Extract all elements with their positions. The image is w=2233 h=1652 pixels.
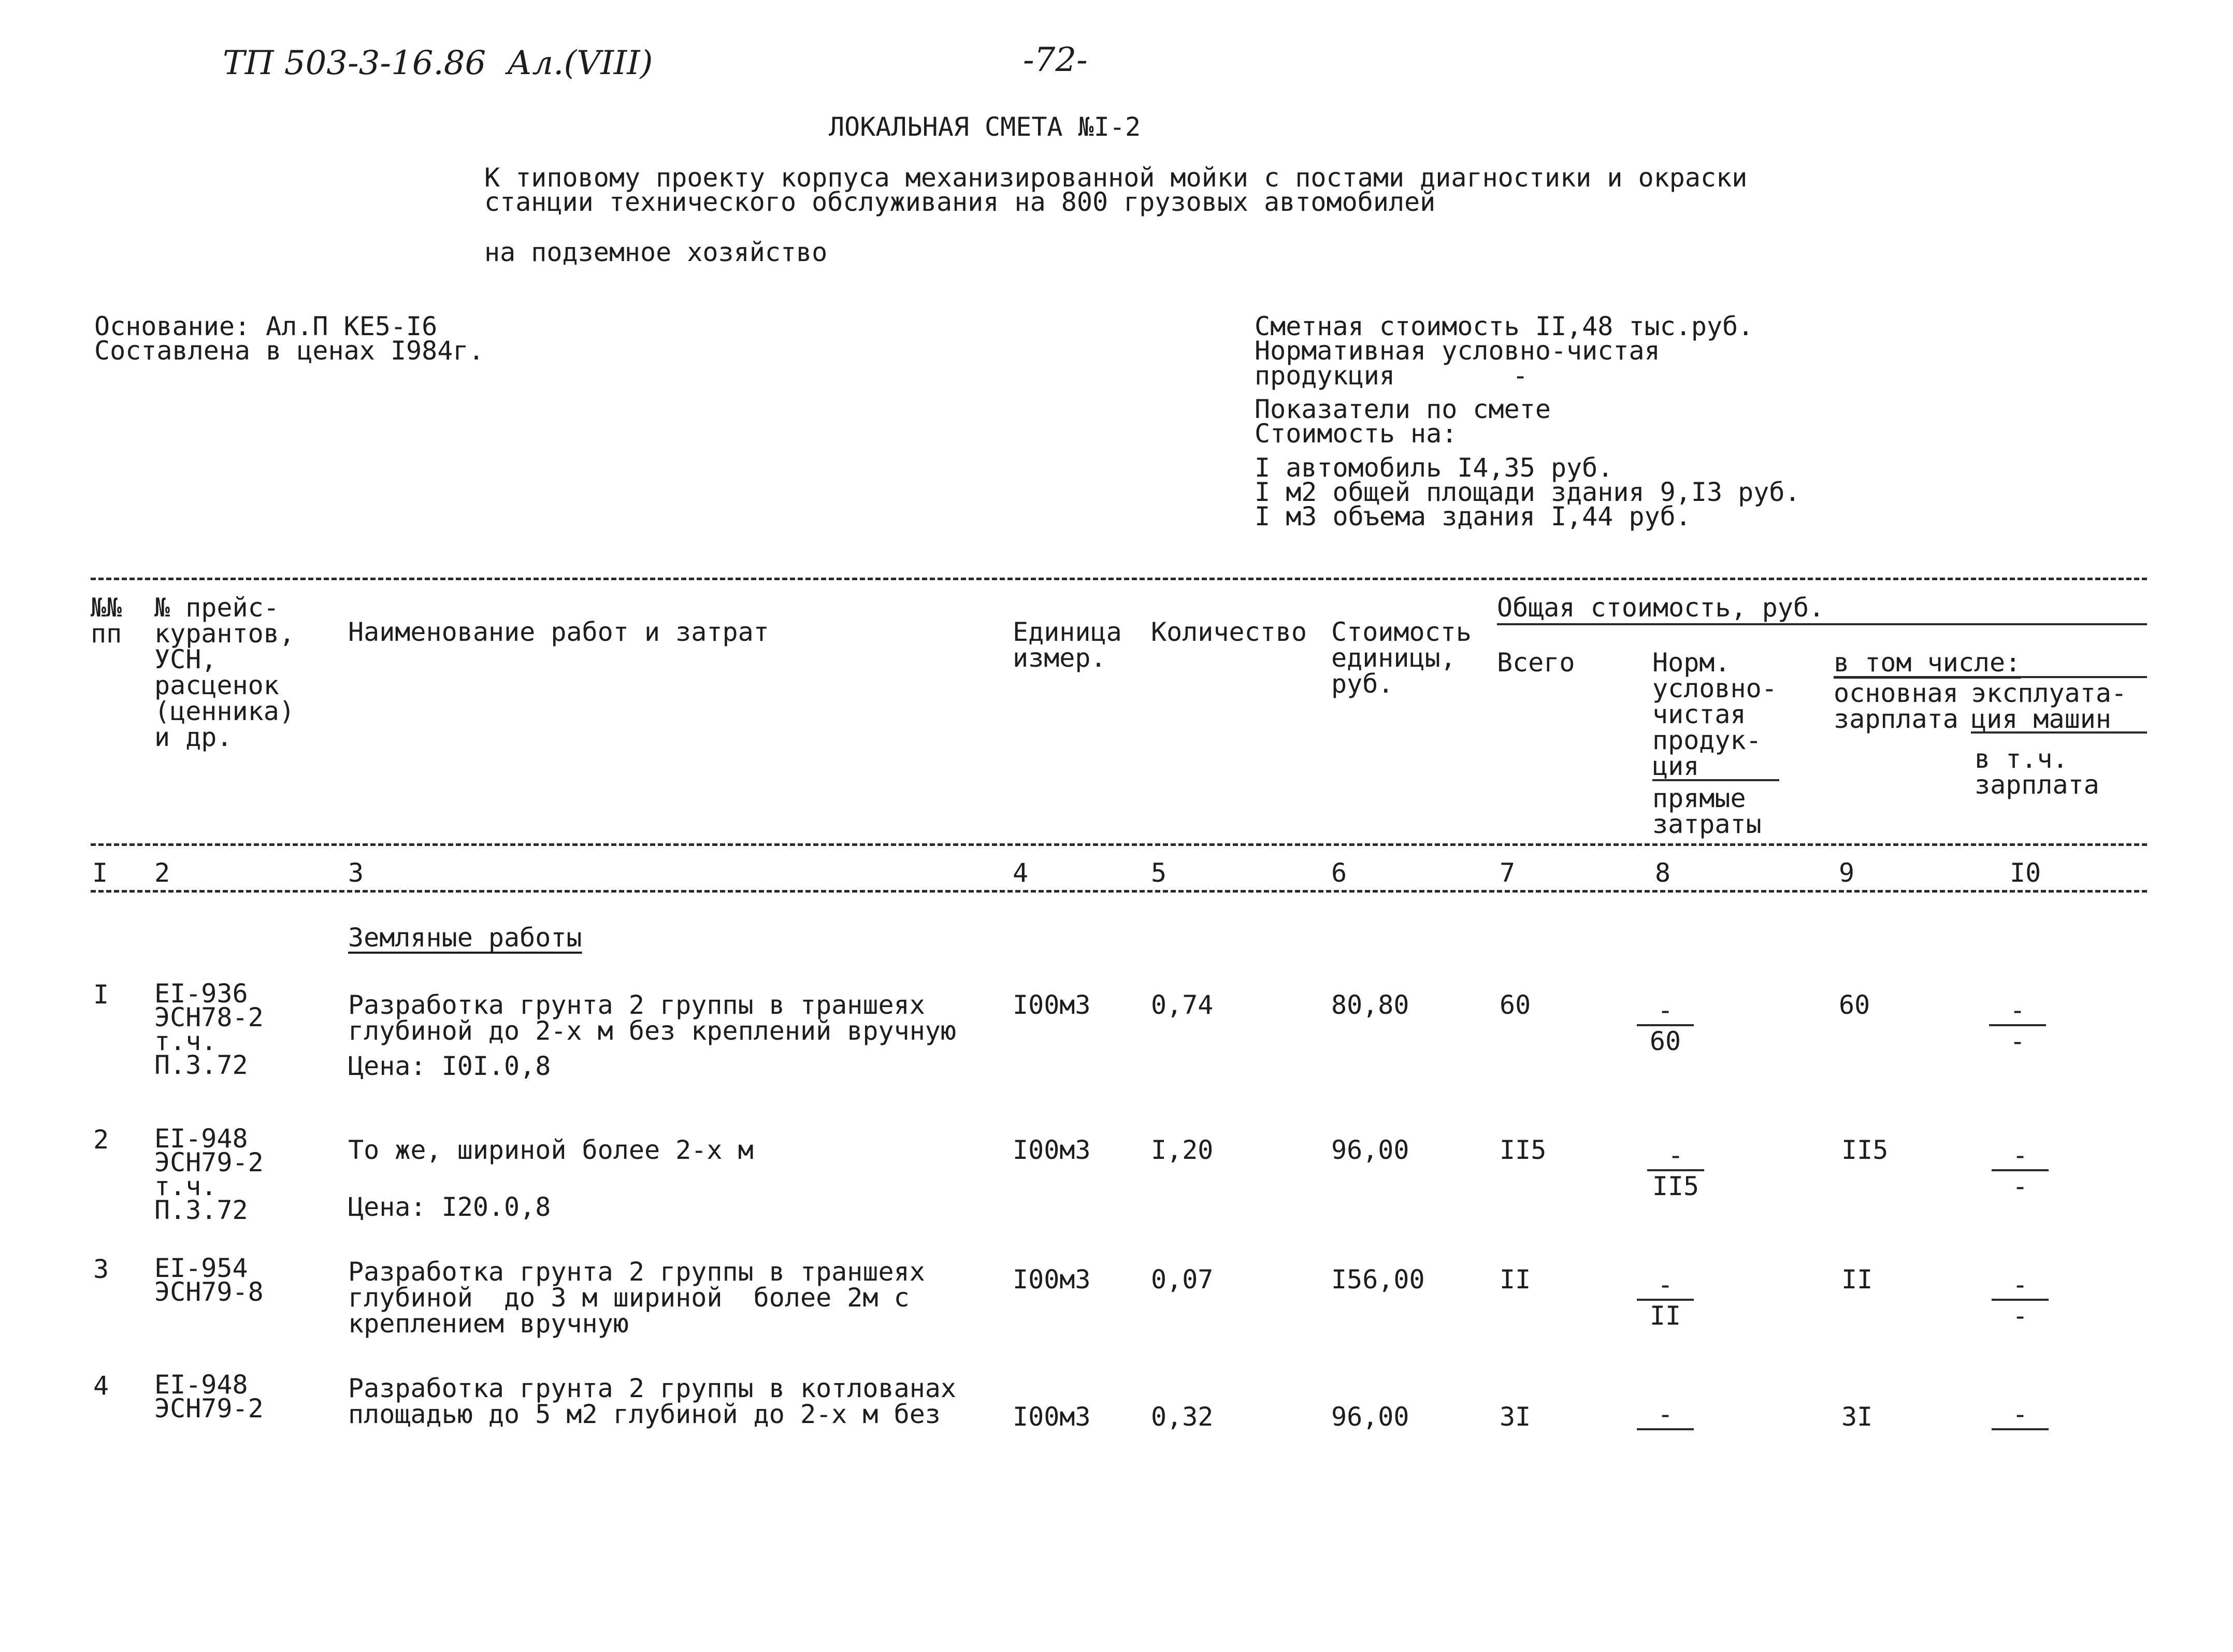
normative-line-2: продукция	[1255, 361, 1395, 391]
row-salary: 3I	[1841, 1402, 1873, 1432]
header-col-9: основная зарплата	[1834, 678, 1958, 734]
row-unit: I00м3	[1013, 990, 1091, 1020]
cost-per-car: I автомобиль I4,35 руб.	[1255, 453, 1613, 483]
row-quantity: 0,74	[1151, 990, 1214, 1020]
row-unit: I00м3	[1013, 1265, 1091, 1295]
header-col-4: Единица измер.	[1013, 617, 1122, 673]
row-name: Разработка грунта 2 группы в траншеях глубиной до 3 м шириной более 2м с креплением вручную	[348, 1257, 925, 1339]
fraction-top: -	[1637, 1401, 1694, 1430]
fraction-bottom: II	[1649, 1301, 1681, 1331]
page-number: -72-	[1023, 41, 1088, 79]
column-number: 9	[1839, 858, 1855, 888]
fraction-top: -	[1992, 1142, 2049, 1171]
header-col-7: Всего	[1497, 648, 1575, 678]
column-number: 3	[348, 858, 364, 888]
row-unit-cost: 96,00	[1331, 1135, 1409, 1165]
document-title: ЛОКАЛЬНАЯ СМЕТА №I-2	[829, 112, 1141, 142]
row-total: 60	[1500, 990, 1531, 1020]
section-title: Земляные работы	[348, 923, 582, 953]
row-name: Разработка грунта 2 группы в траншеях глубиной до 2-х м без креплений вручную	[348, 990, 956, 1046]
header-col-8-rule	[1652, 779, 1779, 781]
row-total: II	[1500, 1265, 1531, 1295]
row-salary: II	[1841, 1265, 1873, 1295]
row-number: I	[93, 980, 109, 1010]
row-price-note: Цена: I20.0,8	[348, 1192, 551, 1222]
column-number: I	[92, 858, 108, 888]
row-norm-fraction	[1637, 1272, 1694, 1329]
column-number: I0	[2010, 858, 2041, 888]
row-unit-cost: I56,00	[1331, 1265, 1425, 1295]
header-total-rule	[1497, 623, 2147, 625]
column-number: 2	[154, 858, 170, 888]
row-unit: I00м3	[1013, 1135, 1091, 1165]
header-col-5: Количество	[1151, 617, 1307, 647]
row-unit-cost: 80,80	[1331, 990, 1409, 1020]
row-machine-fraction	[1992, 1272, 2049, 1329]
header-col-6: Стоимость единицы, руб.	[1331, 617, 1472, 699]
row-norm-fraction	[1637, 1401, 1694, 1432]
header-col-8-top: Норм. условно- чистая продук- ция	[1652, 648, 1777, 781]
header-incl-group: в том числе:	[1834, 648, 2021, 678]
column-number: 4	[1013, 858, 1029, 888]
row-quantity: 0,07	[1151, 1265, 1214, 1295]
cost-per-m3: I м3 объема здания I,44 руб.	[1255, 501, 1691, 531]
fraction-top: -	[1992, 1401, 2049, 1430]
row-code: EI-948 ЭСН79-2 т.ч. П.3.72	[154, 1124, 264, 1225]
column-number: 8	[1655, 858, 1671, 888]
row-number: 2	[93, 1125, 109, 1155]
prices-year-line: Составлена в ценах I984г.	[94, 336, 484, 366]
indicators-heading: Показатели по смете	[1255, 394, 1551, 424]
row-number: 3	[93, 1254, 109, 1284]
row-machine-fraction	[1992, 1142, 2049, 1199]
fraction-bottom	[1637, 1430, 1694, 1432]
row-code: EI-936 ЭСН78-2 т.ч. П.3.72	[154, 979, 264, 1080]
header-col-10-rule	[1971, 731, 2147, 734]
header-col-10-bottom: в т.ч. зарплата	[1975, 744, 2099, 800]
fraction-bottom: -	[2012, 1301, 2028, 1331]
row-unit: I00м3	[1013, 1402, 1091, 1432]
row-total: II5	[1500, 1135, 1547, 1165]
column-number: 7	[1500, 858, 1516, 888]
fraction-top: -	[1992, 1272, 2049, 1301]
fraction-bottom: -	[2009, 1026, 2026, 1056]
row-code: EI-948 ЭСН79-2	[154, 1370, 264, 1424]
fraction-top: -	[1637, 1272, 1694, 1301]
fraction-top: -	[1647, 1142, 1704, 1171]
basis-line: Основание: Ал.П КЕ5-I6	[94, 311, 438, 341]
column-number: 6	[1331, 858, 1347, 888]
header-col-2: № прейс- курантов, УСН, расценок (ценника) и др.	[154, 593, 295, 752]
header-col-1: №№ пп	[91, 593, 122, 649]
fraction-bottom: -	[2012, 1171, 2028, 1201]
header-col-8-bottom: прямые затраты	[1652, 783, 1762, 839]
row-total: 3I	[1500, 1402, 1531, 1432]
column-number: 5	[1151, 858, 1167, 888]
row-unit-cost: 96,00	[1331, 1402, 1409, 1432]
row-number: 4	[93, 1371, 109, 1401]
header-col-10-top: эксплуата- ция машин	[1971, 678, 2127, 734]
row-name: То же, шириной более 2-х м	[348, 1135, 754, 1165]
fraction-bottom	[1992, 1430, 2049, 1432]
fraction-top: -	[1637, 997, 1694, 1026]
normative-value: -	[1512, 361, 1529, 391]
row-norm-fraction	[1637, 997, 1694, 1054]
column-number-rule	[91, 890, 2147, 893]
row-name: Разработка грунта 2 группы в котлованах площадью до 5 м2 глубиной до 2-х м без	[348, 1373, 956, 1429]
normative-line-1: Нормативная условно-чистая	[1255, 336, 1660, 366]
fraction-bottom: II5	[1652, 1171, 1699, 1201]
header-bottom-rule	[91, 843, 2147, 846]
cost-per-m2: I м2 общей площади здания 9,I3 руб.	[1255, 477, 1800, 507]
subtitle-line-2: станции технического обслуживания на 800 грузовых автомобилей	[484, 187, 1436, 217]
estimate-object: на подземное хозяйство	[484, 237, 828, 267]
fraction-top: -	[1989, 997, 2046, 1026]
row-norm-fraction	[1647, 1142, 1704, 1199]
row-quantity: I,20	[1151, 1135, 1214, 1165]
header-total-group: Общая стоимость, руб.	[1497, 593, 1825, 623]
row-code: EI-954 ЭСН79-8	[154, 1253, 264, 1307]
table-top-rule	[91, 578, 2147, 580]
document-reference: ТП 503-3-16.86 Ал.(VIII)	[223, 44, 653, 82]
subtitle-line-1: К типовому проекту корпуса механизированной мойки с постами диагностики и окраски	[484, 163, 1748, 193]
header-col-3: Наименование работ и затрат	[348, 617, 769, 647]
estimated-cost: Сметная стоимость II,48 тыс.руб.	[1255, 311, 1754, 341]
row-salary: II5	[1841, 1135, 1889, 1165]
row-quantity: 0,32	[1151, 1402, 1214, 1432]
row-price-note: Цена: I0I.0,8	[348, 1051, 551, 1081]
fraction-bottom: 60	[1649, 1026, 1681, 1056]
row-machine-fraction	[1992, 1401, 2049, 1432]
row-machine-fraction	[1989, 997, 2046, 1054]
row-salary: 60	[1839, 990, 1870, 1020]
cost-for-heading: Стоимость на:	[1255, 419, 1458, 449]
